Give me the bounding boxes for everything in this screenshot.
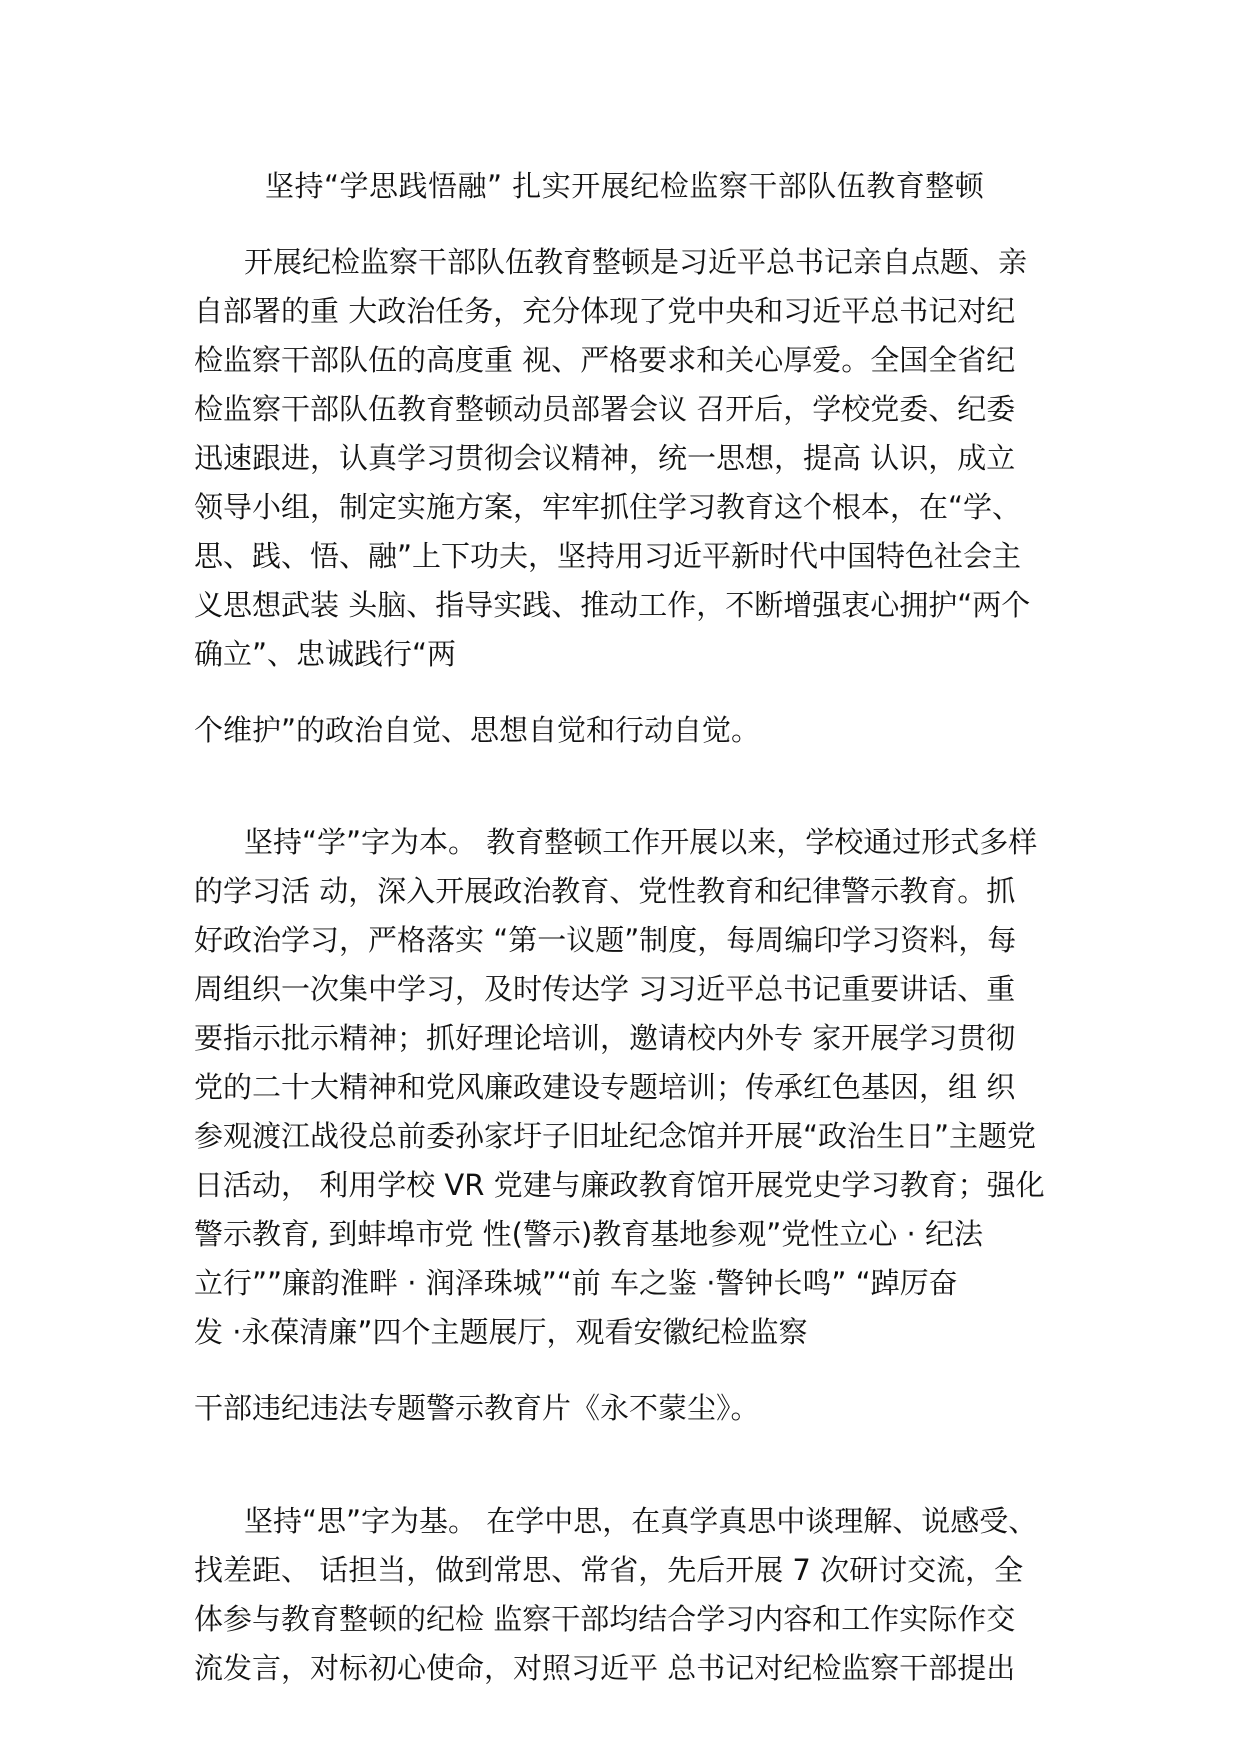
- paragraph-think: [194, 1497, 1064, 1693]
- text-line: 检监察干部队伍的高度重 视、严格要求和关心厚爱。全国全省纪: [194, 343, 1016, 377]
- text-line: 领导小组，制定实施方案，牢牢抓住学习教育这个根本，在“学、: [194, 490, 1022, 524]
- text-line: 的学习活 动，深入开展政治教育、党性教育和纪律警示教育。抓: [194, 874, 1016, 908]
- text-line: 义思想武装 头脑、指导实践、推动工作，不断增强衷心拥护“两个: [194, 588, 1031, 622]
- text-line: 周组织一次集中学习，及时传达学 习习近平总书记重要讲话、重: [194, 972, 1016, 1006]
- text-line: 参观渡江战役总前委孙家圩子旧址纪念馆并开展“政治生日”主题党: [194, 1119, 1037, 1153]
- text-line: 日活动， 利用学校 VR 党建与廉政教育馆开展党史学习教育；强化: [194, 1168, 1045, 1202]
- text-line: 迅速跟进，认真学习贯彻会议精神，统一思想，提高 认识，成立: [194, 441, 1016, 475]
- text-line: 检监察干部队伍教育整顿动员部署会议 召开后，学校党委、纪委: [194, 392, 1016, 426]
- paragraph-study: [194, 818, 1064, 1357]
- text-line: 个维护”的政治自觉、思想自觉和行动自觉。: [194, 713, 761, 747]
- text-line: 找差距、 话担当，做到常思、常省，先后开展 7 次研讨交流，全: [194, 1553, 1024, 1587]
- paragraph-study-continued: [194, 1384, 1064, 1433]
- text-line: 党的二十大精神和党风廉政建设专题培训；传承红色基因，组 织: [194, 1070, 1016, 1104]
- text-line: 发 ·永葆清廉”四个主题展厅，观看安徽纪检监察: [194, 1315, 808, 1349]
- text-line: 干部违纪违法专题警示教育片《永不蒙尘》。: [194, 1391, 760, 1425]
- text-line: 体参与教育整顿的纪检 监察干部均结合学习内容和工作实际作交: [194, 1602, 1016, 1636]
- paragraph-intro: [194, 238, 1064, 679]
- document-title: 坚持“学思践悟融” 扎实开展纪检监察干部队伍教育整顿: [265, 169, 985, 203]
- text-line: 好政治学习，严格落实 “第一议题”制度，每周编印学习资料，每: [194, 923, 1017, 957]
- text-line: 确立”、忠诚践行“两: [194, 637, 457, 671]
- text-line: 坚持“学”字为本。 教育整顿工作开展以来，学校通过形式多样: [244, 825, 1038, 859]
- text-line: 自部署的重 大政治任务，充分体现了党中央和习近平总书记对纪: [194, 294, 1016, 328]
- text-line: 立行””廉韵淮畔 · 润泽珠城”“前 车之鉴 ·警钟长鸣” “踔厉奋: [194, 1266, 958, 1300]
- text-line: 警示教育, 到蚌埠市党 性(警示)教育基地参观”党性立心 · 纪法: [194, 1217, 983, 1251]
- text-line: 坚持“思”字为基。 在学中思，在真学真思中谈理解、说感受、: [244, 1504, 1038, 1538]
- paragraph-intro-continued: [194, 706, 1064, 755]
- text-line: 流发言，对标初心使命，对照习近平 总书记对纪检监察干部提出: [194, 1651, 1016, 1685]
- text-line: 思、践、悟、融”上下功夫，坚持用习近平新时代中国特色社会主: [194, 539, 1022, 573]
- text-line: 开展纪检监察干部队伍教育整顿是习近平总书记亲自点题、亲: [244, 245, 1028, 279]
- text-line: 要指示批示精神；抓好理论培训，邀请校内外专 家开展学习贯彻: [194, 1021, 1016, 1055]
